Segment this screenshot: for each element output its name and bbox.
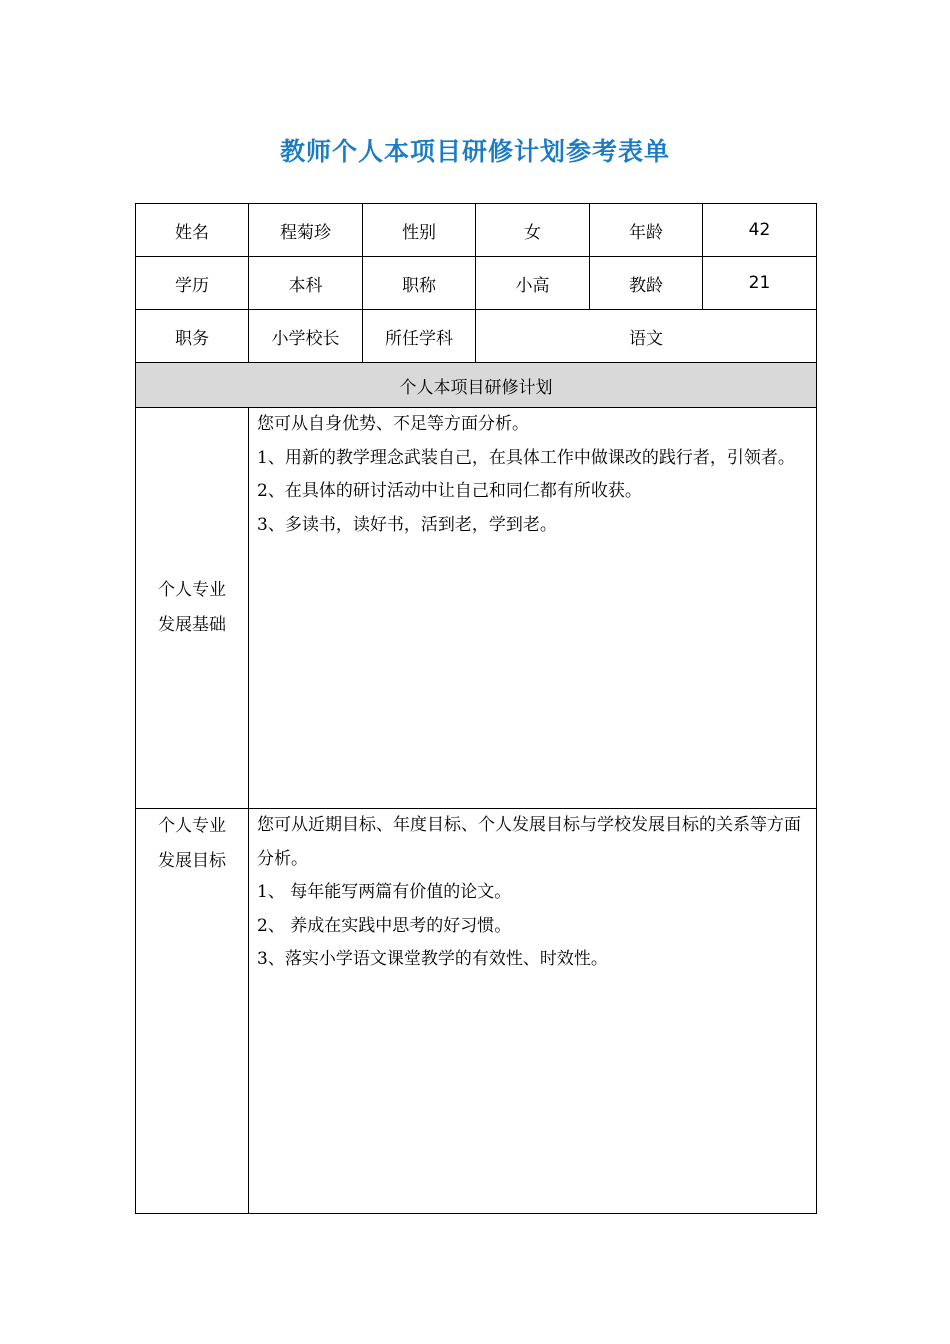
- position-value: 小学校长: [249, 310, 363, 363]
- age-value: 42: [703, 204, 817, 257]
- subject-label: 所任学科: [363, 310, 476, 363]
- basis-line: 3、多读书，读好书，活到老，学到老。: [257, 514, 557, 535]
- education-label: 学历: [136, 257, 249, 310]
- info-row-1: [136, 204, 817, 257]
- goal-content: [249, 809, 817, 1214]
- rank-label: 职称: [363, 257, 476, 310]
- age-label: 年龄: [590, 204, 703, 257]
- basis-line: 1、用新的教学理念武装自己，在具体工作中做课改的践行者，引领者。: [257, 447, 795, 468]
- basis-content: [249, 408, 817, 809]
- info-row-3: [136, 310, 817, 363]
- basis-line: 2、在具体的研讨活动中让自己和同仁都有所收获。: [257, 481, 642, 501]
- goal-line: 3、落实小学语文课堂教学的有效性、时效性。: [257, 949, 608, 969]
- section-heading-row: [136, 363, 817, 408]
- name-label: 姓名: [136, 204, 249, 257]
- goal-label: [136, 809, 249, 1214]
- basis-label-line2: 发展基础: [158, 615, 226, 635]
- section-heading: 个人本项目研修计划: [136, 363, 817, 408]
- goal-line: 您可从近期目标、年度目标、个人发展目标与学校发展目标的关系等方面分析。: [257, 815, 801, 869]
- rank-value: 小高: [476, 257, 590, 310]
- goal-line: 1、 每年能写两篇有价值的论文。: [257, 882, 512, 902]
- position-label: 职务: [136, 310, 249, 363]
- basis-line: 您可从自身优势、不足等方面分析。: [257, 414, 529, 434]
- info-row-2: [136, 257, 817, 310]
- goal-row: [136, 809, 817, 1214]
- goal-line: 2、 养成在实践中思考的好习惯。: [257, 915, 512, 936]
- basis-row: [136, 408, 817, 809]
- gender-label: 性别: [363, 204, 476, 257]
- goal-label-line2: 发展目标: [158, 851, 226, 871]
- basis-label: [136, 408, 249, 809]
- teaching-years-value: 21: [703, 257, 817, 310]
- basis-label-line1: 个人专业: [158, 580, 226, 600]
- name-value: 程菊珍: [249, 204, 363, 257]
- page-title: 教师个人本项目研修计划参考表单: [279, 137, 670, 166]
- goal-label-line1: 个人专业: [158, 816, 226, 836]
- subject-value: 语文: [476, 310, 817, 363]
- teaching-years-label: 教龄: [590, 257, 703, 310]
- plan-form-table: [135, 203, 817, 1214]
- education-value: 本科: [249, 257, 363, 310]
- gender-value: 女: [476, 204, 590, 257]
